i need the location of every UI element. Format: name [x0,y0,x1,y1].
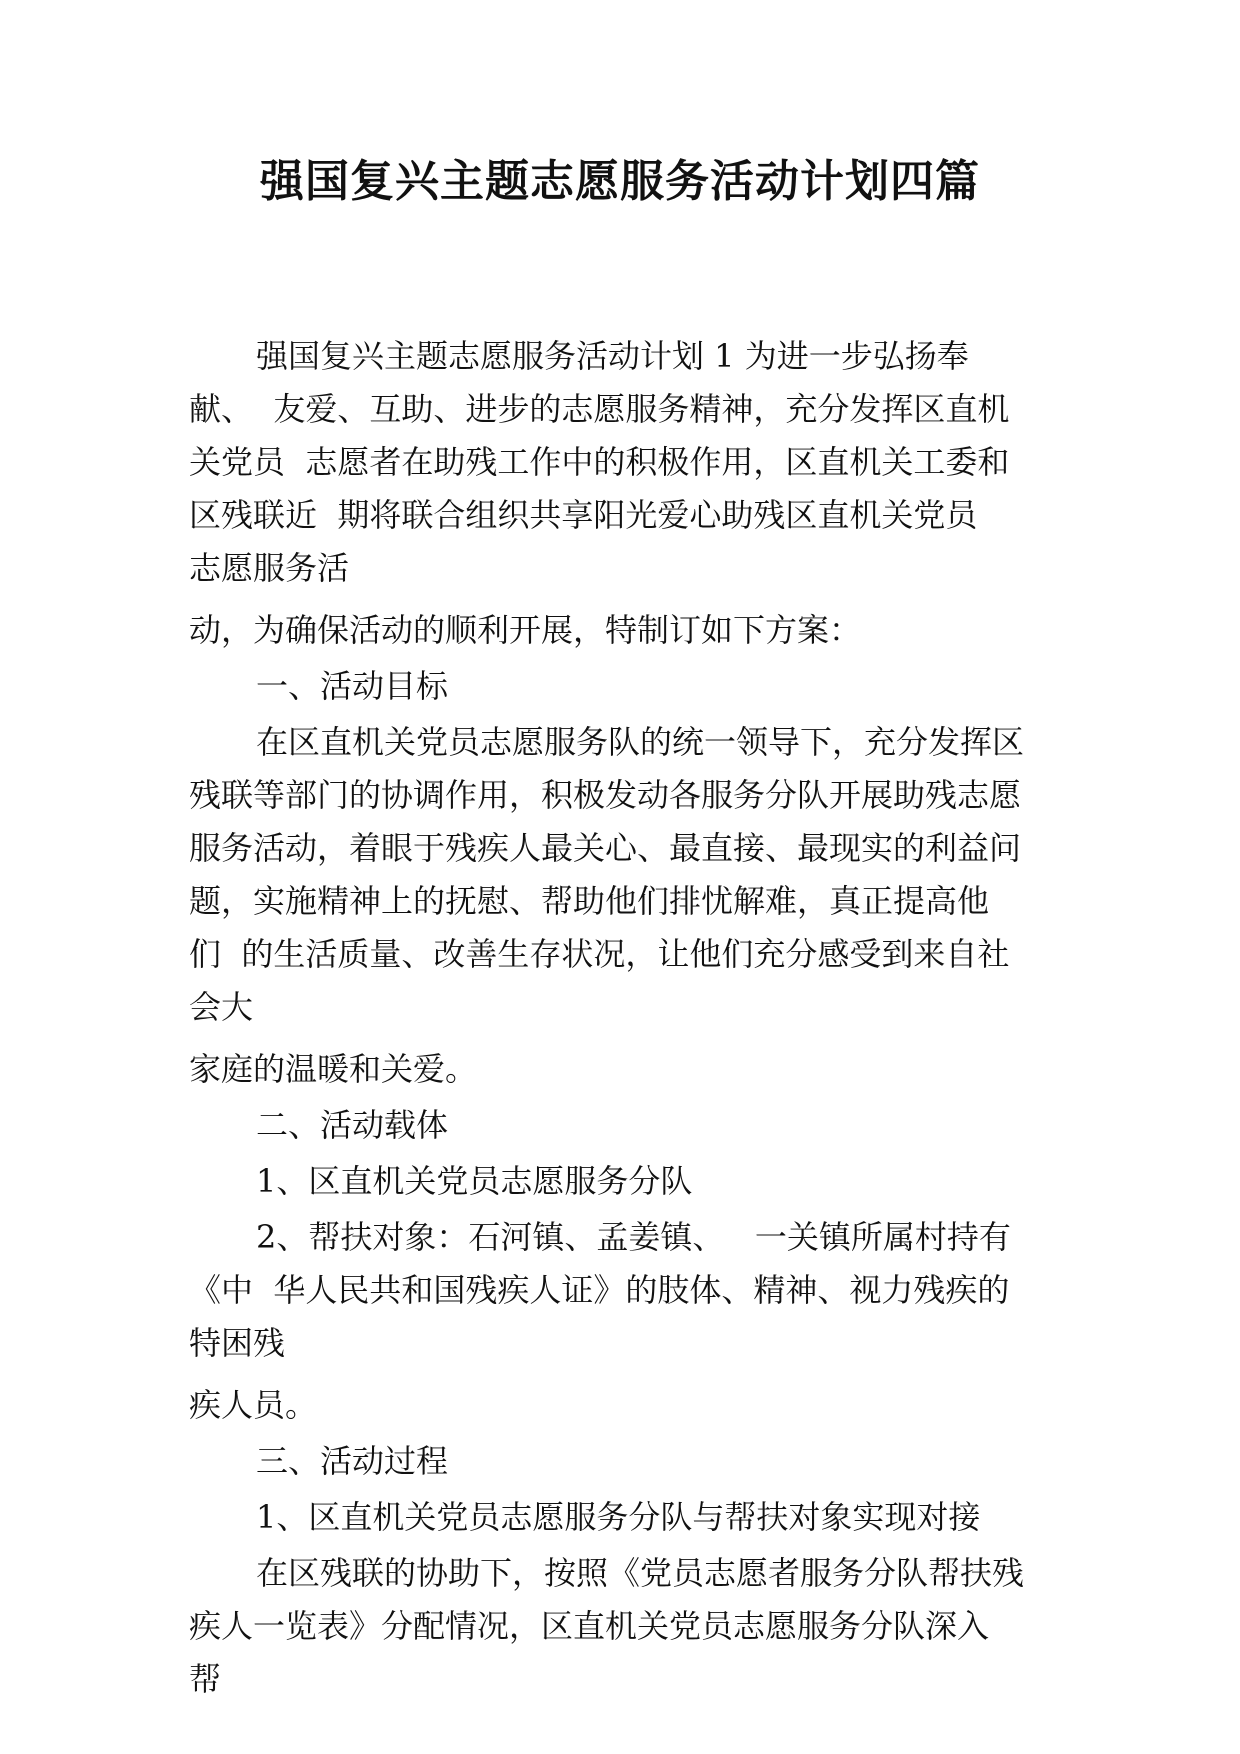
text-line: 在区直机关党员志愿服务队的统一领导下，充分发挥区 [256,723,1025,761]
text-line: 服务活动，着眼于残疾人最关心、最直接、最现实的利益问 [189,829,1022,867]
text-line: 疾人一览表》分配情况，区直机关党员志愿服务分队深入 [189,1607,990,1645]
text-line: 家庭的温暖和关爱。 [189,1050,478,1088]
section-heading: 三、活动过程 [256,1442,449,1480]
text-line: 疾人员。 [189,1386,318,1424]
text-line: 题，实施精神上的抚慰、帮助他们排忧解难，真正提高他 [189,882,990,920]
text-line: 残联等部门的协调作用，积极发动各服务分队开展助残志愿 [189,776,1022,814]
text-line: 关党员 志愿者在助残工作中的积极作用，区直机关工委和 [189,443,1010,481]
list-item: 1、区直机关党员志愿服务分队 [256,1162,693,1200]
text-line: 献、 友爱、互助、进步的志愿服务精神，充分发挥区直机 [189,390,1010,428]
text-line: 动，为确保活动的顺利开展，特制订如下方案： [189,611,862,649]
text-line: 强国复兴主题志愿服务活动计划 1 为进一步弘扬奉 [256,337,969,375]
text-line: 帮 [189,1660,222,1698]
document-title: 强国复兴主题志愿服务活动计划四篇 [260,156,980,207]
text-line: 特困残 [189,1324,286,1362]
section-heading: 二、活动载体 [256,1106,449,1144]
text-line: 们 的生活质量、改善生存状况，让他们充分感受到来自社 [189,935,1010,973]
text-line: 《中 华人民共和国残疾人证》的肢体、精神、视力残疾的 [189,1271,1010,1309]
text-line: 志愿服务活 [189,549,350,587]
text-line: 会大 [189,988,254,1026]
list-item: 2、帮扶对象：石河镇、孟姜镇、 一关镇所属村持有 [256,1218,1011,1256]
list-item: 1、区直机关党员志愿服务分队与帮扶对象实现对接 [256,1498,981,1536]
text-line: 区残联近 期将联合组织共享阳光爱心助残区直机关党员 [189,496,978,534]
section-heading: 一、活动目标 [256,667,449,705]
text-line: 在区残联的协助下，按照《党员志愿者服务分队帮扶残 [256,1554,1025,1592]
